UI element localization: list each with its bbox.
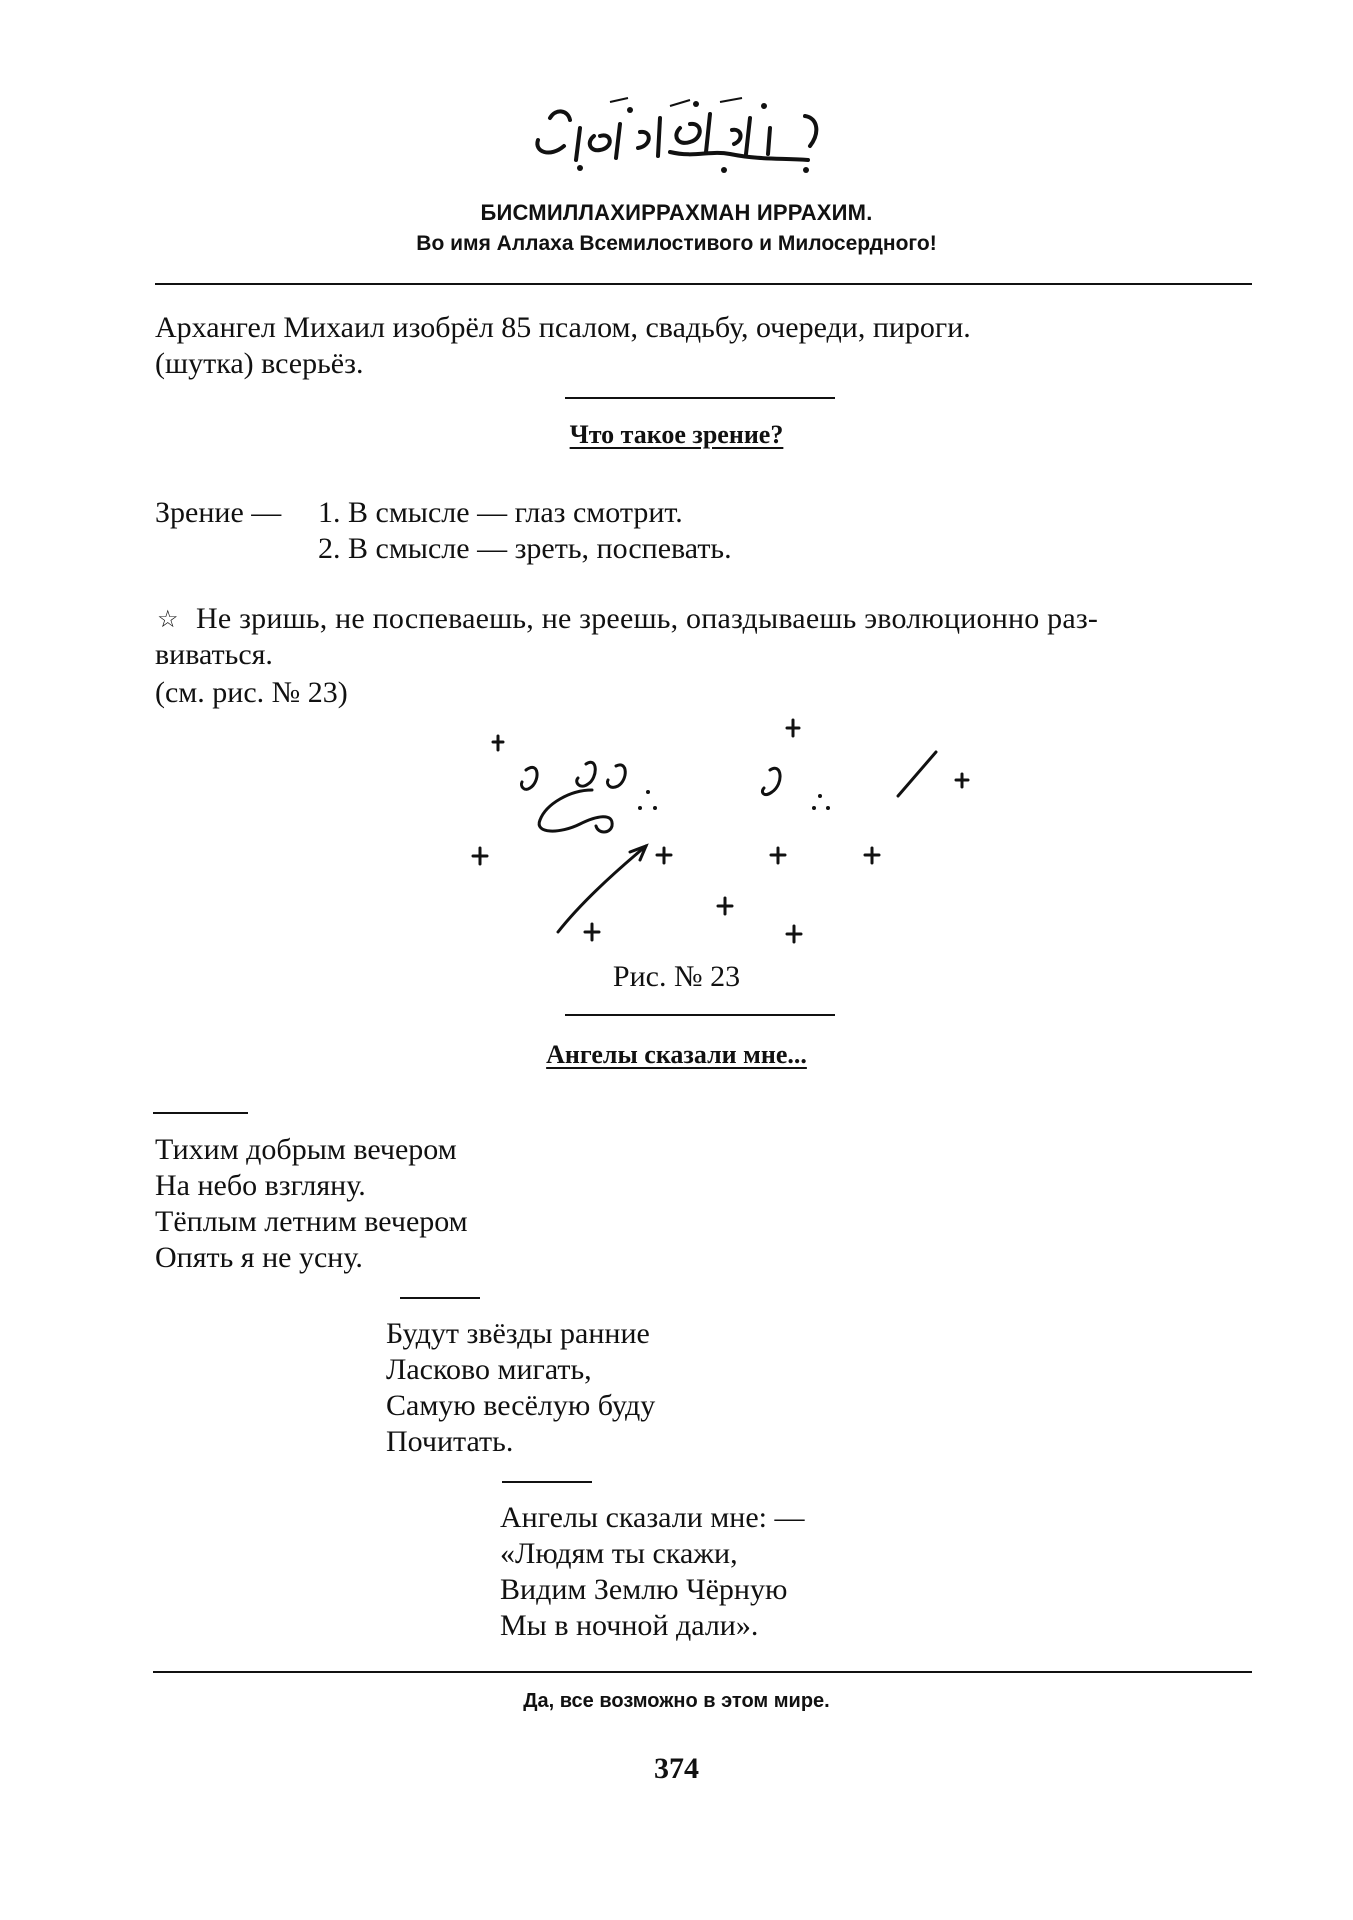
figure-reference: (см. рис. № 23) — [155, 676, 348, 709]
note-line-2: виваться. — [155, 638, 273, 671]
plus-mark — [585, 924, 599, 940]
stanza-line: «Людям ты скажи, — [500, 1537, 738, 1570]
stanza-line: Опять я не усну. — [155, 1241, 363, 1274]
stanza-divider-1 — [153, 1112, 248, 1114]
header-rule — [155, 283, 1252, 285]
plus-mark — [787, 926, 801, 942]
header-title: БИСМИЛЛАХИРРАХМАН ИРРАХИМ. — [480, 200, 873, 225]
plus-mark — [657, 848, 671, 863]
page-number: 374 — [654, 1752, 699, 1785]
section-title-vision — [0, 420, 1353, 450]
stanza-line: Самую весёлую буду — [386, 1389, 656, 1422]
definition-item-2: 2. В смысле — зреть, поспевать. — [318, 532, 732, 565]
plus-mark — [956, 774, 968, 787]
intro-line-2: (шутка) всерьёз. — [155, 347, 364, 380]
stanza-divider-3 — [502, 1481, 592, 1483]
figure-caption: Рис. № 23 — [612, 960, 741, 993]
plus-mark — [787, 720, 799, 736]
stanza-line: Почитать. — [386, 1425, 514, 1458]
stanza-line: Тихим добрым вечером — [155, 1133, 457, 1166]
bismillah-calligraphy-image — [520, 88, 840, 178]
stanza-line: На небо взгляну. — [155, 1169, 366, 1202]
section-divider-2 — [565, 1014, 835, 1016]
stanza-divider-2 — [400, 1297, 480, 1299]
section-title-angels-text: Ангелы сказали мне... — [546, 1040, 807, 1069]
footer-note: Да, все возможно в этом мире. — [523, 1690, 830, 1712]
figure-23-drawing — [0, 700, 1353, 960]
header-subtitle: Во имя Аллаха Всемилостивого и Милосердного! — [416, 232, 937, 255]
section-title-angels — [0, 1040, 1353, 1070]
plus-mark — [771, 848, 785, 863]
plus-mark — [473, 848, 487, 864]
plus-mark — [718, 898, 732, 914]
note-line-1: Не зришь, не поспеваешь, не зреешь, опаздываешь эволюционно раз- — [196, 602, 1099, 635]
definition-item-1: 1. В смысле — глаз смотрит. — [318, 496, 683, 529]
stanza-1 — [155, 1132, 468, 1276]
stanza-line: Тёплым летним вечером — [155, 1205, 468, 1238]
section-title-vision-text: Что такое зрение? — [569, 420, 784, 449]
stanza-line: Ангелы сказали мне: — — [500, 1501, 805, 1534]
footer-rule — [153, 1671, 1252, 1673]
note-star-icon: ☆ — [157, 607, 179, 633]
intro-line-1: Архангел Михаил изобрёл 85 псалом, свадьбу, очереди, пироги. — [155, 311, 971, 344]
stanza-line: Мы в ночной дали». — [500, 1609, 759, 1642]
definition-term: Зрение — — [155, 496, 282, 529]
stanza-2 — [386, 1316, 655, 1460]
plus-mark — [865, 848, 879, 863]
stanza-line: Видим Землю Чёрную — [500, 1573, 788, 1606]
stanza-line: Ласково мигать, — [386, 1353, 592, 1386]
stanza-line: Будут звёзды ранние — [386, 1317, 650, 1350]
stanza-3 — [500, 1500, 804, 1644]
plus-mark — [493, 736, 503, 750]
section-divider-1 — [565, 397, 835, 399]
